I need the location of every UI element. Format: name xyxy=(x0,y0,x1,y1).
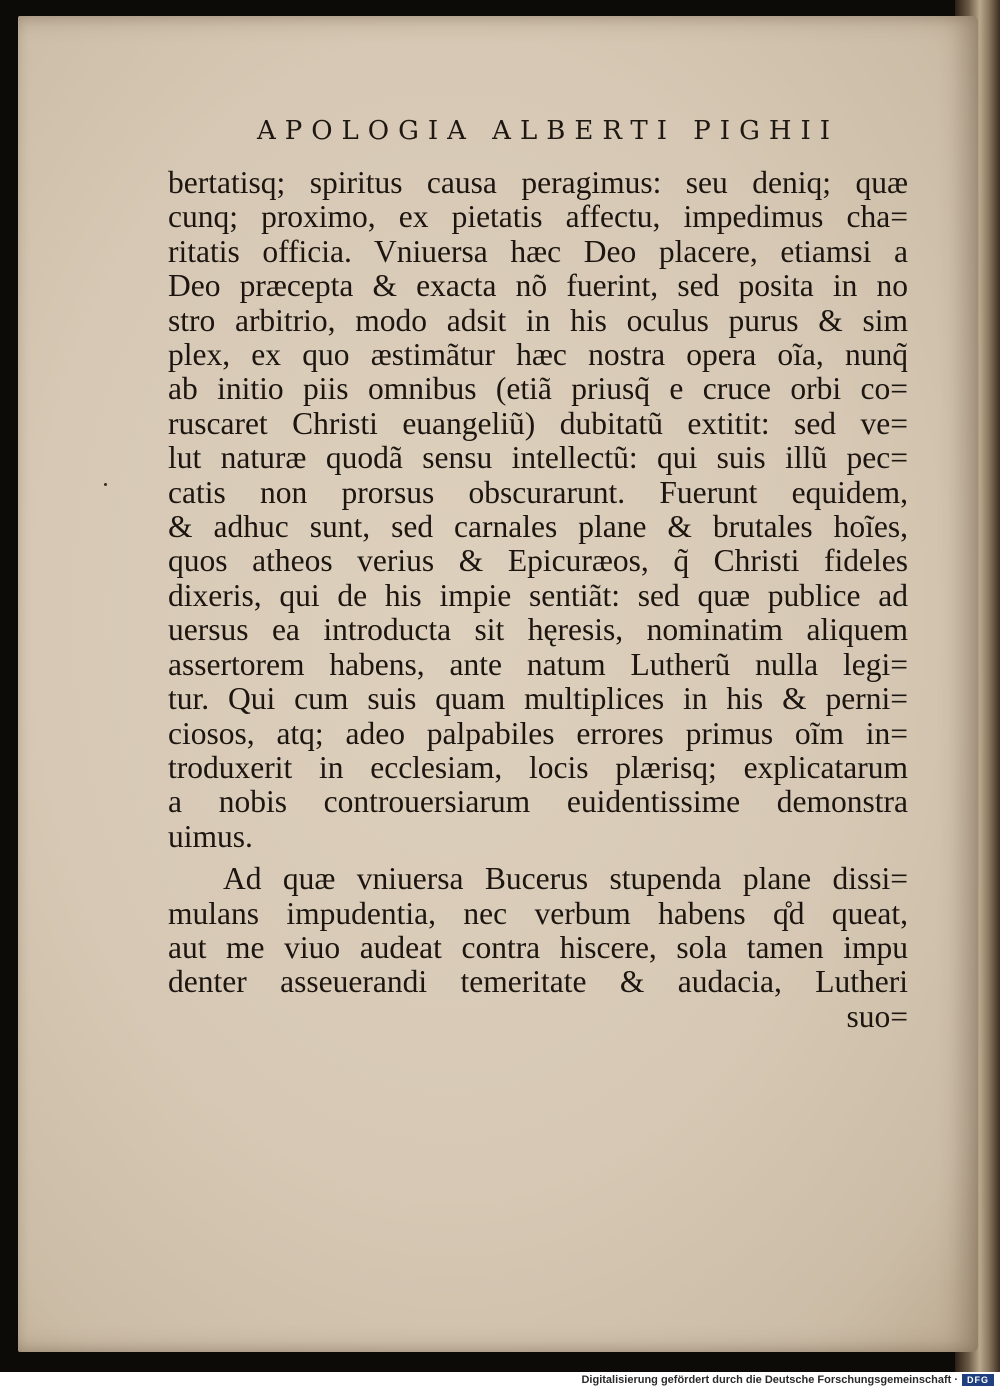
footer-bar xyxy=(0,1372,1000,1389)
text-line: plex, ex quo æstimãtur hæc nostra opera oĩa, nunq̃ xyxy=(168,337,908,373)
catchword: suo= xyxy=(846,998,908,1034)
dfg-logo-icon: DFG xyxy=(962,1374,994,1386)
text-line: stro arbitrio, modo adsit in his oculus purus & sim xyxy=(168,302,908,338)
paragraph-2-line: Ad quæ vniuersa Bucerus stupenda plane dissi= xyxy=(223,861,908,897)
text-line: cunq; proximo, ex pietatis affectu, impedimus cha= xyxy=(168,199,908,235)
running-head: APOLOGIA ALBERTI PIGHII xyxy=(256,116,840,146)
text-line: dixeris, qui de his impie sentiãt: sed quæ publice ad xyxy=(168,577,908,613)
text-line: assertorem habens, ante natum Lutherũ nulla legi= xyxy=(168,646,908,682)
text-line: uersus ea introducta sit hęresis, nominatim aliquem xyxy=(168,612,908,648)
paragraph-2-line: aut me viuo audeat contra hiscere, sola tamen impu xyxy=(168,929,908,965)
text-line: lut naturæ quodã sensu intellectũ: qui suis illũ pec= xyxy=(168,440,908,476)
margin-speck xyxy=(104,483,107,486)
text-line: tur. Qui cum suis quam multiplices in his & perni= xyxy=(168,681,908,717)
text-line: uimus. xyxy=(168,818,253,854)
paragraph-2-line: denter asseuerandi temeritate & audacia, Lutheri xyxy=(168,964,908,1000)
text-line: catis non prorsus obscurarunt. Fuerunt equidem, xyxy=(168,474,908,510)
text-line: ritatis officia. Vniuersa hæc Deo placere, etiamsi a xyxy=(168,233,908,269)
text-line: ruscaret Christi euangeliũ) dubitatũ extitit: sed ve= xyxy=(168,405,908,441)
text-line: ab initio piis omnibus (etiã priusq̃ e cruce orbi co= xyxy=(168,371,908,407)
text-line: Deo præcepta & exacta nõ fuerint, sed posita in no xyxy=(168,268,908,304)
page-body-text xyxy=(168,166,908,1034)
book-page xyxy=(18,16,978,1352)
text-line: a nobis controuersiarum euidentissime demonstra xyxy=(168,784,908,820)
text-line: quos atheos verius & Epicuræos, q̃ Christi fideles xyxy=(168,543,908,579)
funding-credit: Digitalisierung gefördert durch die Deutsche Forschungsgemeinschaft · xyxy=(581,1374,958,1386)
text-line: troduxerit in ecclesiam, locis plærisq; explicatarum xyxy=(168,749,908,785)
text-line: ciosos, atq; adeo palpabiles errores primus oĩm in= xyxy=(168,715,908,751)
text-line: bertatisq; spiritus causa peragimus: seu deniq; quæ xyxy=(168,165,908,200)
paragraph-2-line: mulans impudentia, nec verbum habens q̊d queat, xyxy=(168,895,908,931)
text-line: & adhuc sunt, sed carnales plane & brutales hoĩes, xyxy=(168,509,908,545)
